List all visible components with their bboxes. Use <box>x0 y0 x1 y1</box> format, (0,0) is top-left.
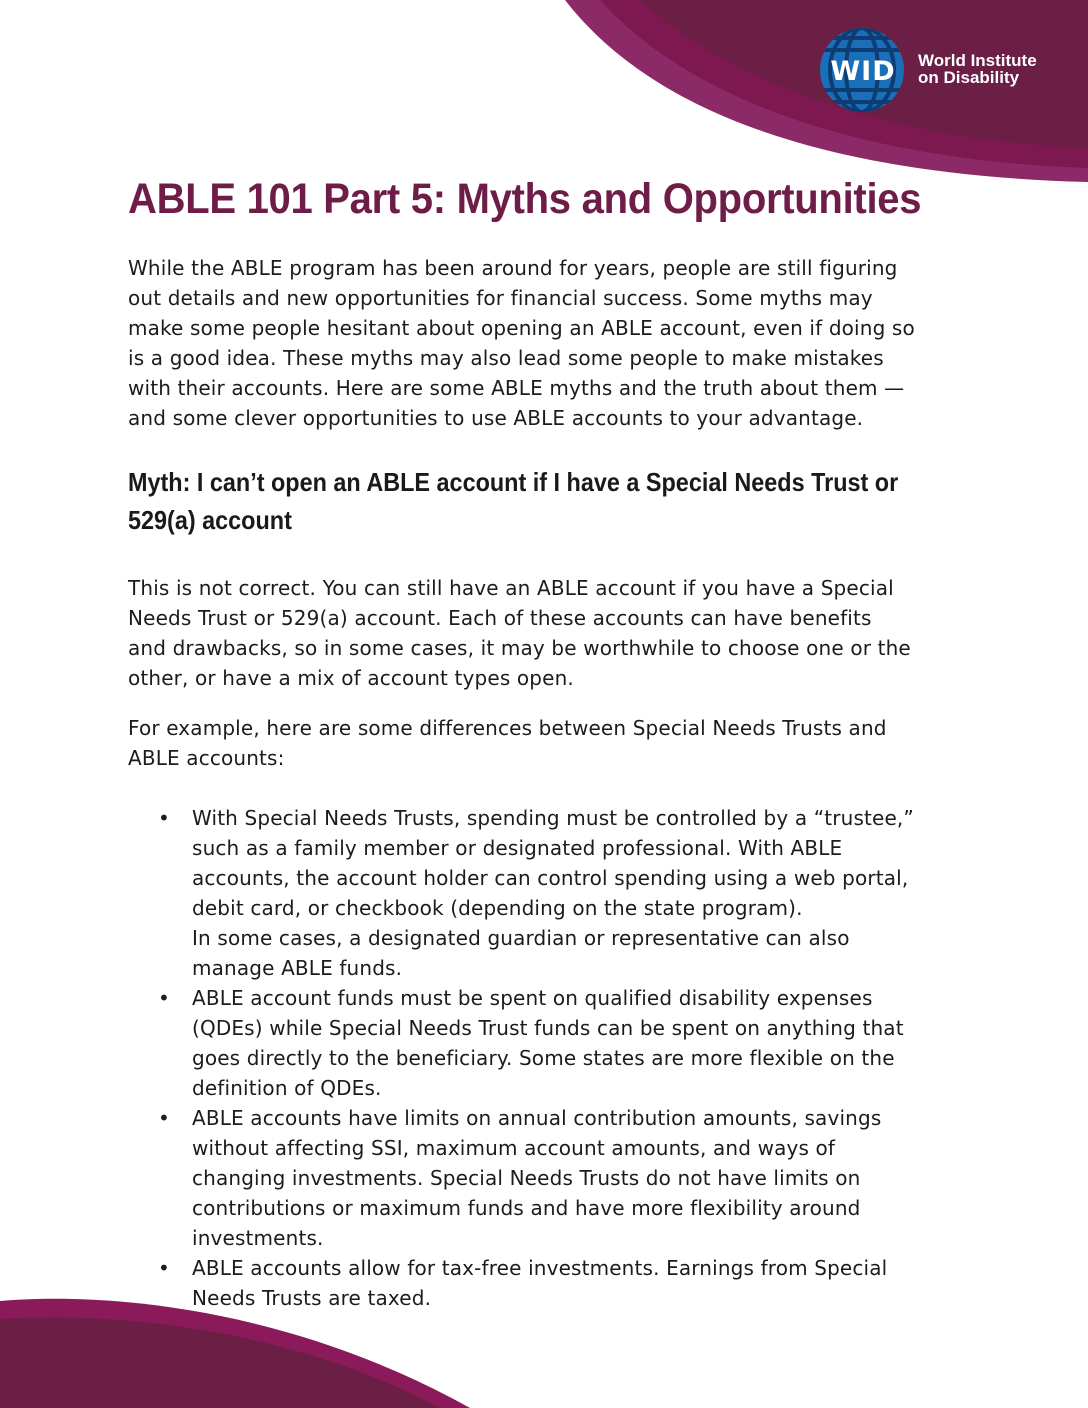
list-item: • ABLE account funds must be spent on qualified disability expenses (QDEs) while Special Needs Trust funds can be spent on anything that goes directly to the beneficiary. Some states are more flexible on the definition of QDEs. <box>128 983 968 1103</box>
myth-body-paragraph: This is not correct. You can still have an ABLE account if you have a Special Needs Trust or 529(a) account. Each of these accounts can have benefits and drawbacks, so in some cases, it may be worthwhile to choose one or the other, or have a mix of account types open. <box>128 576 911 690</box>
bullet-marker: • <box>158 1256 170 1280</box>
logo-line-2: on Disability <box>918 68 1020 87</box>
wid-logo[interactable] <box>818 26 1068 114</box>
logo-mark-text: WID <box>830 56 896 87</box>
intro-paragraph: While the ABLE program has been around for years, people are still figuring out details and new opportunities for financial success. Some myths may make some people hesitant about opening an ABLE account, even if doing so is a good idea. These myths may also lead some people to make mistakes with their accounts. Here are some ABLE myths and the truth about them — and some clever opportunities to use ABLE accounts to your advantage. <box>128 256 915 430</box>
list-item: • With Special Needs Trusts, spending must be controlled by a “trustee,” such as a family member or designated professional. With ABLE accounts, the account holder can control spending using a web portal, debit card, or checkbook (depending on the state program). In some cases, a designated guardian or representative can also manage ABLE funds. <box>128 803 968 983</box>
bullet-marker: • <box>158 806 170 830</box>
bullet-marker: • <box>158 986 170 1010</box>
main-content <box>128 170 968 1313</box>
page-title: ABLE 101 Part 5: Myths and Opportunities <box>128 175 922 223</box>
bullet-marker: • <box>158 1106 170 1130</box>
myth-heading: Myth: I can’t open an ABLE account if I have a Special Needs Trust or 529(a) account <box>128 467 899 535</box>
example-intro-paragraph: For example, here are some differences between Special Needs Trusts and ABLE accounts: <box>128 716 887 770</box>
list-item: • ABLE accounts allow for tax-free investments. Earnings from Special Needs Trusts are taxed. <box>128 1253 968 1313</box>
logo-wordmark <box>918 52 1037 86</box>
differences-list <box>128 803 968 1313</box>
logo-line-1: World Institute <box>918 51 1037 70</box>
list-item: • ABLE accounts have limits on annual contribution amounts, savings without affecting SSI, maximum account amounts, and ways of changing investments. Special Needs Trusts do not have limits on contributions or maximum funds and have more flexibility around investments. <box>128 1103 968 1253</box>
footer-swoosh-decoration <box>0 1293 480 1408</box>
